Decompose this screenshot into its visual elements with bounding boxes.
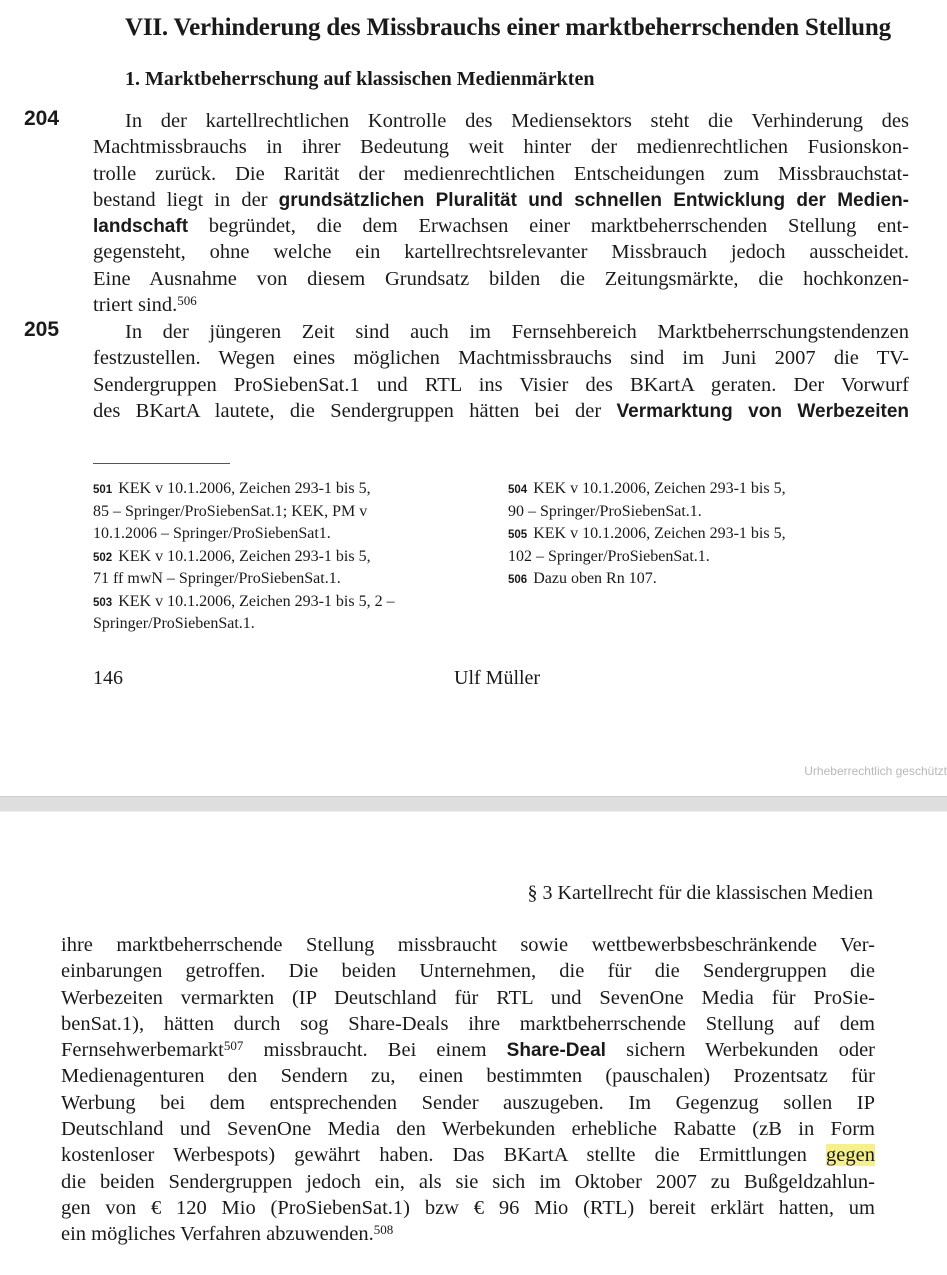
footnote-line: 85 – Springer/ProSiebenSat.1; KEK, PM v (93, 502, 368, 520)
text-line: gegensteht, ohne welche ein kartellrechtsrelevanter Missbrauch jedoch ausscheidet. (93, 241, 909, 264)
footnote: 503 KEK v 10.1.2006, Zeichen 293-1 bis 5, 2 – (93, 592, 395, 610)
footnote: 505 KEK v 10.1.2006, Zeichen 293-1 bis 5, (508, 525, 786, 542)
text-line: gen von € 120 Mio (ProSiebenSat.1) bzw € 96 Mio (RTL) bereit erklärt hatten, um (61, 1196, 875, 1219)
footnote: 501 KEK v 10.1.2006, Zeichen 293-1 bis 5, (93, 480, 371, 497)
footnote-line: 90 – Springer/ProSiebenSat.1. (508, 502, 702, 520)
page-separator (0, 796, 947, 812)
text-line: Deutschland und SevenOne Media den Werbekunden erhebliche Rabatte (zB in Form (61, 1118, 875, 1141)
margin-number-204: 204 (24, 107, 60, 130)
page-number: 146 (93, 667, 123, 689)
text-line: Werbezeiten vermarkten (IP Deutschland für RTL und SevenOne Media für ProSie- (61, 986, 875, 1009)
paragraph-continued (61, 932, 875, 1248)
paragraph-205 (93, 319, 909, 424)
text-line: In der kartellrechtlichen Kontrolle des Mediensektors steht die Verhinderung des (125, 110, 909, 132)
footnote: 504 KEK v 10.1.2006, Zeichen 293-1 bis 5, (508, 480, 786, 497)
text-line: Werbung bei dem entsprechenden Sender auszugeben. Im Gegenzug sollen IP (61, 1091, 875, 1114)
text-line: bestand liegt in der grundsätzlichen Pluralität und schnellen Entwicklung der Medien- (93, 188, 909, 211)
text-line: des BKartA lautete, die Sendergruppen hätten bei der Vermarktung von Werbezeiten (93, 399, 909, 422)
footnote-ref: 507 (223, 1038, 244, 1054)
footnote-line: 71 ff mwN – Springer/ProSiebenSat.1. (93, 570, 341, 587)
text-line: triert sind.$^{506}$ (93, 293, 197, 317)
footnote-ref: 508 (373, 1222, 394, 1238)
footnotes-left (93, 478, 395, 636)
paragraph-204 (93, 108, 909, 318)
footnote: 502 KEK v 10.1.2006, Zeichen 293-1 bis 5, (93, 547, 371, 565)
text-line: In der jüngeren Zeit sind auch im Fernsehbereich Marktbeherrschungstendenzen (125, 321, 909, 343)
text-line: einbarungen getroffen. Die beiden Unternehmen, die für die Sendergruppen die (61, 960, 875, 983)
footnotes-right (508, 478, 786, 591)
text-line: Sendergruppen ProSiebenSat.1 und RTL ins Visier des BKartA geraten. Der Vorwurf (93, 373, 909, 396)
text-line: benSat.1), hätten durch sog Share-Deals ihre marktbeherrschende Stellung auf dem (61, 1012, 875, 1035)
margin-number-205: 205 (24, 318, 60, 341)
footnote-line: 102 – Springer/ProSiebenSat.1. (508, 547, 710, 565)
text-line: Machtmissbrauchs in ihrer Bedeutung weit hinter der medienrechtlichen Fusionskon- (93, 136, 909, 159)
footnote-rule (93, 463, 230, 464)
emphasis: grundsätzlichen Pluralität und schnellen Entwicklung der Medien- (278, 189, 909, 211)
text-line: die beiden Sendergruppen jedoch ein, als sie sich im Oktober 2007 zu Bußgeldzahlun- (61, 1170, 875, 1193)
emphasis: Share-Deal (506, 1040, 606, 1062)
chapter-heading: VII. Verhinderung des Missbrauchs einer marktbeherrschenden Stellung (125, 14, 891, 41)
text-line: festzustellen. Wegen eines möglichen Machtmissbrauchs sind im Juni 2007 die TV- (93, 347, 909, 370)
text-line: trolle zurück. Die Rarität der medienrechtlichen Entscheidungen zum Missbrauchstat- (93, 162, 909, 185)
footnote-ref: 506 (177, 293, 197, 309)
footnote: 506 Dazu oben Rn 107. (508, 570, 657, 587)
author-name: Ulf Müller (454, 667, 541, 689)
emphasis: Vermarktung von Werbezeiten (616, 400, 909, 422)
text-line: Eine Ausnahme von diesem Grundsatz bilden die Zeitungsmärkte, die hochkonzen- (93, 267, 909, 290)
text-line: landschaft begründet, die dem Erwachsen einer marktbeherrschenden Stellung ent- (93, 215, 909, 238)
text-line: Medienagenturen den Sendern zu, einen bestimmten (pauschalen) Prozentsatz für (61, 1065, 875, 1088)
footnote-line: 10.1.2006 – Springer/ProSiebenSat1. (93, 525, 331, 542)
text-line: ihre marktbeherrschende Stellung missbraucht sowie wettbewerbsbeschränkende Ver- (61, 934, 875, 956)
section-subheading: 1. Marktbeherrschung auf klassischen Medienmärkten (125, 68, 595, 90)
footnote-line: Springer/ProSiebenSat.1. (93, 615, 255, 632)
text-line: Fernsehwerbemarkt$^{507}$ missbraucht. Bei einem Share-Deal sichern Werbekunden oder (61, 1038, 875, 1062)
running-head: § 3 Kartellrecht für die klassischen Medien (527, 882, 873, 904)
copyright-watermark: Urheberrechtlich geschützt (804, 764, 947, 778)
text-line: ein mögliches Verfahren abzuwenden.$^{508}$ (61, 1222, 394, 1246)
emphasis: landschaft (93, 216, 189, 238)
highlighted-word[interactable]: gegen (826, 1144, 875, 1167)
text-line: kostenloser Werbespots) gewährt haben. Das BKartA stellte die Ermittlungen gegen (61, 1144, 875, 1167)
